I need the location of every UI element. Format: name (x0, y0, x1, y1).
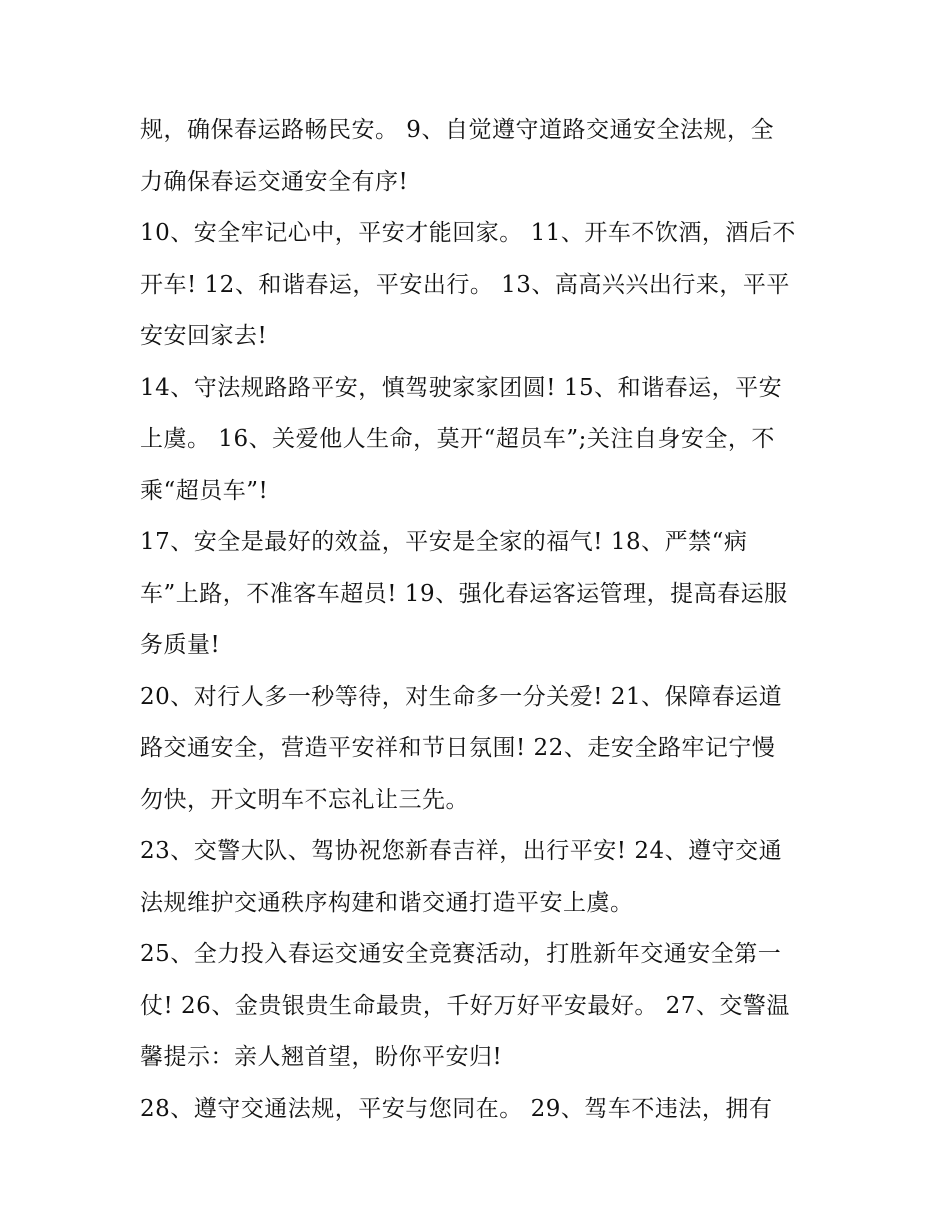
text-line: 上虞。 16、关爱他人生命，莫开“超员车”;关注自身安全，不 (140, 426, 775, 452)
text-line: 路交通安全，营造平安祥和节日氛围! 22、走安全路牢记宁慢 (140, 735, 776, 761)
paragraph (140, 675, 820, 830)
text-line: 乘“超员车”! (140, 477, 269, 504)
text-line: 14、守法规路路平安，慎驾驶家家团圆! 15、和谐春运，平安 (140, 374, 783, 401)
text-line: 安安回家去! (140, 323, 268, 349)
paragraph (140, 829, 820, 932)
text-line: 规，确保春运路畅民安。 9、自觉遵守道路交通安全法规，全 (140, 117, 774, 143)
text-line: 力确保春运交通安全有序! (140, 168, 409, 195)
paragraph (140, 211, 820, 366)
paragraph (140, 520, 820, 675)
text-line: 23、交警大队、驾协祝您新春吉祥，出行平安! 24、遵守交通 (140, 838, 783, 864)
paragraph (140, 366, 820, 521)
text-line: 馨提示：亲人翘首望，盼你平安归! (140, 1044, 503, 1070)
paragraph (140, 108, 820, 211)
document-body (140, 108, 820, 1138)
text-line: 勿快，开文明车不忘礼让三先。 (140, 786, 469, 813)
text-line: 法规维护交通秩序构建和谐交通打造平安上虞。 (140, 889, 634, 916)
text-line: 20、对行人多一秒等待，对生命多一分关爱! 21、保障春运道 (140, 683, 783, 710)
text-line: 10、安全牢记心中，平安才能回家。 11、开车不饮酒，酒后不 (140, 220, 796, 246)
text-line: 仗! 26、金贵银贵生命最贵，千好万好平安最好。 27、交警温 (140, 992, 790, 1019)
paragraph (140, 932, 820, 1087)
text-line: 务质量! (140, 632, 221, 658)
text-line: 17、安全是最好的效益，平安是全家的福气! 18、严禁“病 (140, 529, 748, 555)
text-line: 开车! 12、和谐春运，平安出行。 13、高高兴兴出行来，平平 (140, 271, 790, 298)
text-line: 28、遵守交通法规，平安与您同在。 29、驾车不违法，拥有 (140, 1095, 773, 1122)
paragraph (140, 1087, 820, 1139)
text-line: 25、全力投入春运交通安全竞赛活动，打胜新年交通安全第一 (140, 941, 782, 967)
text-line: 车”上路，不准客车超员! 19、强化春运客运管理，提高春运服 (140, 580, 788, 607)
